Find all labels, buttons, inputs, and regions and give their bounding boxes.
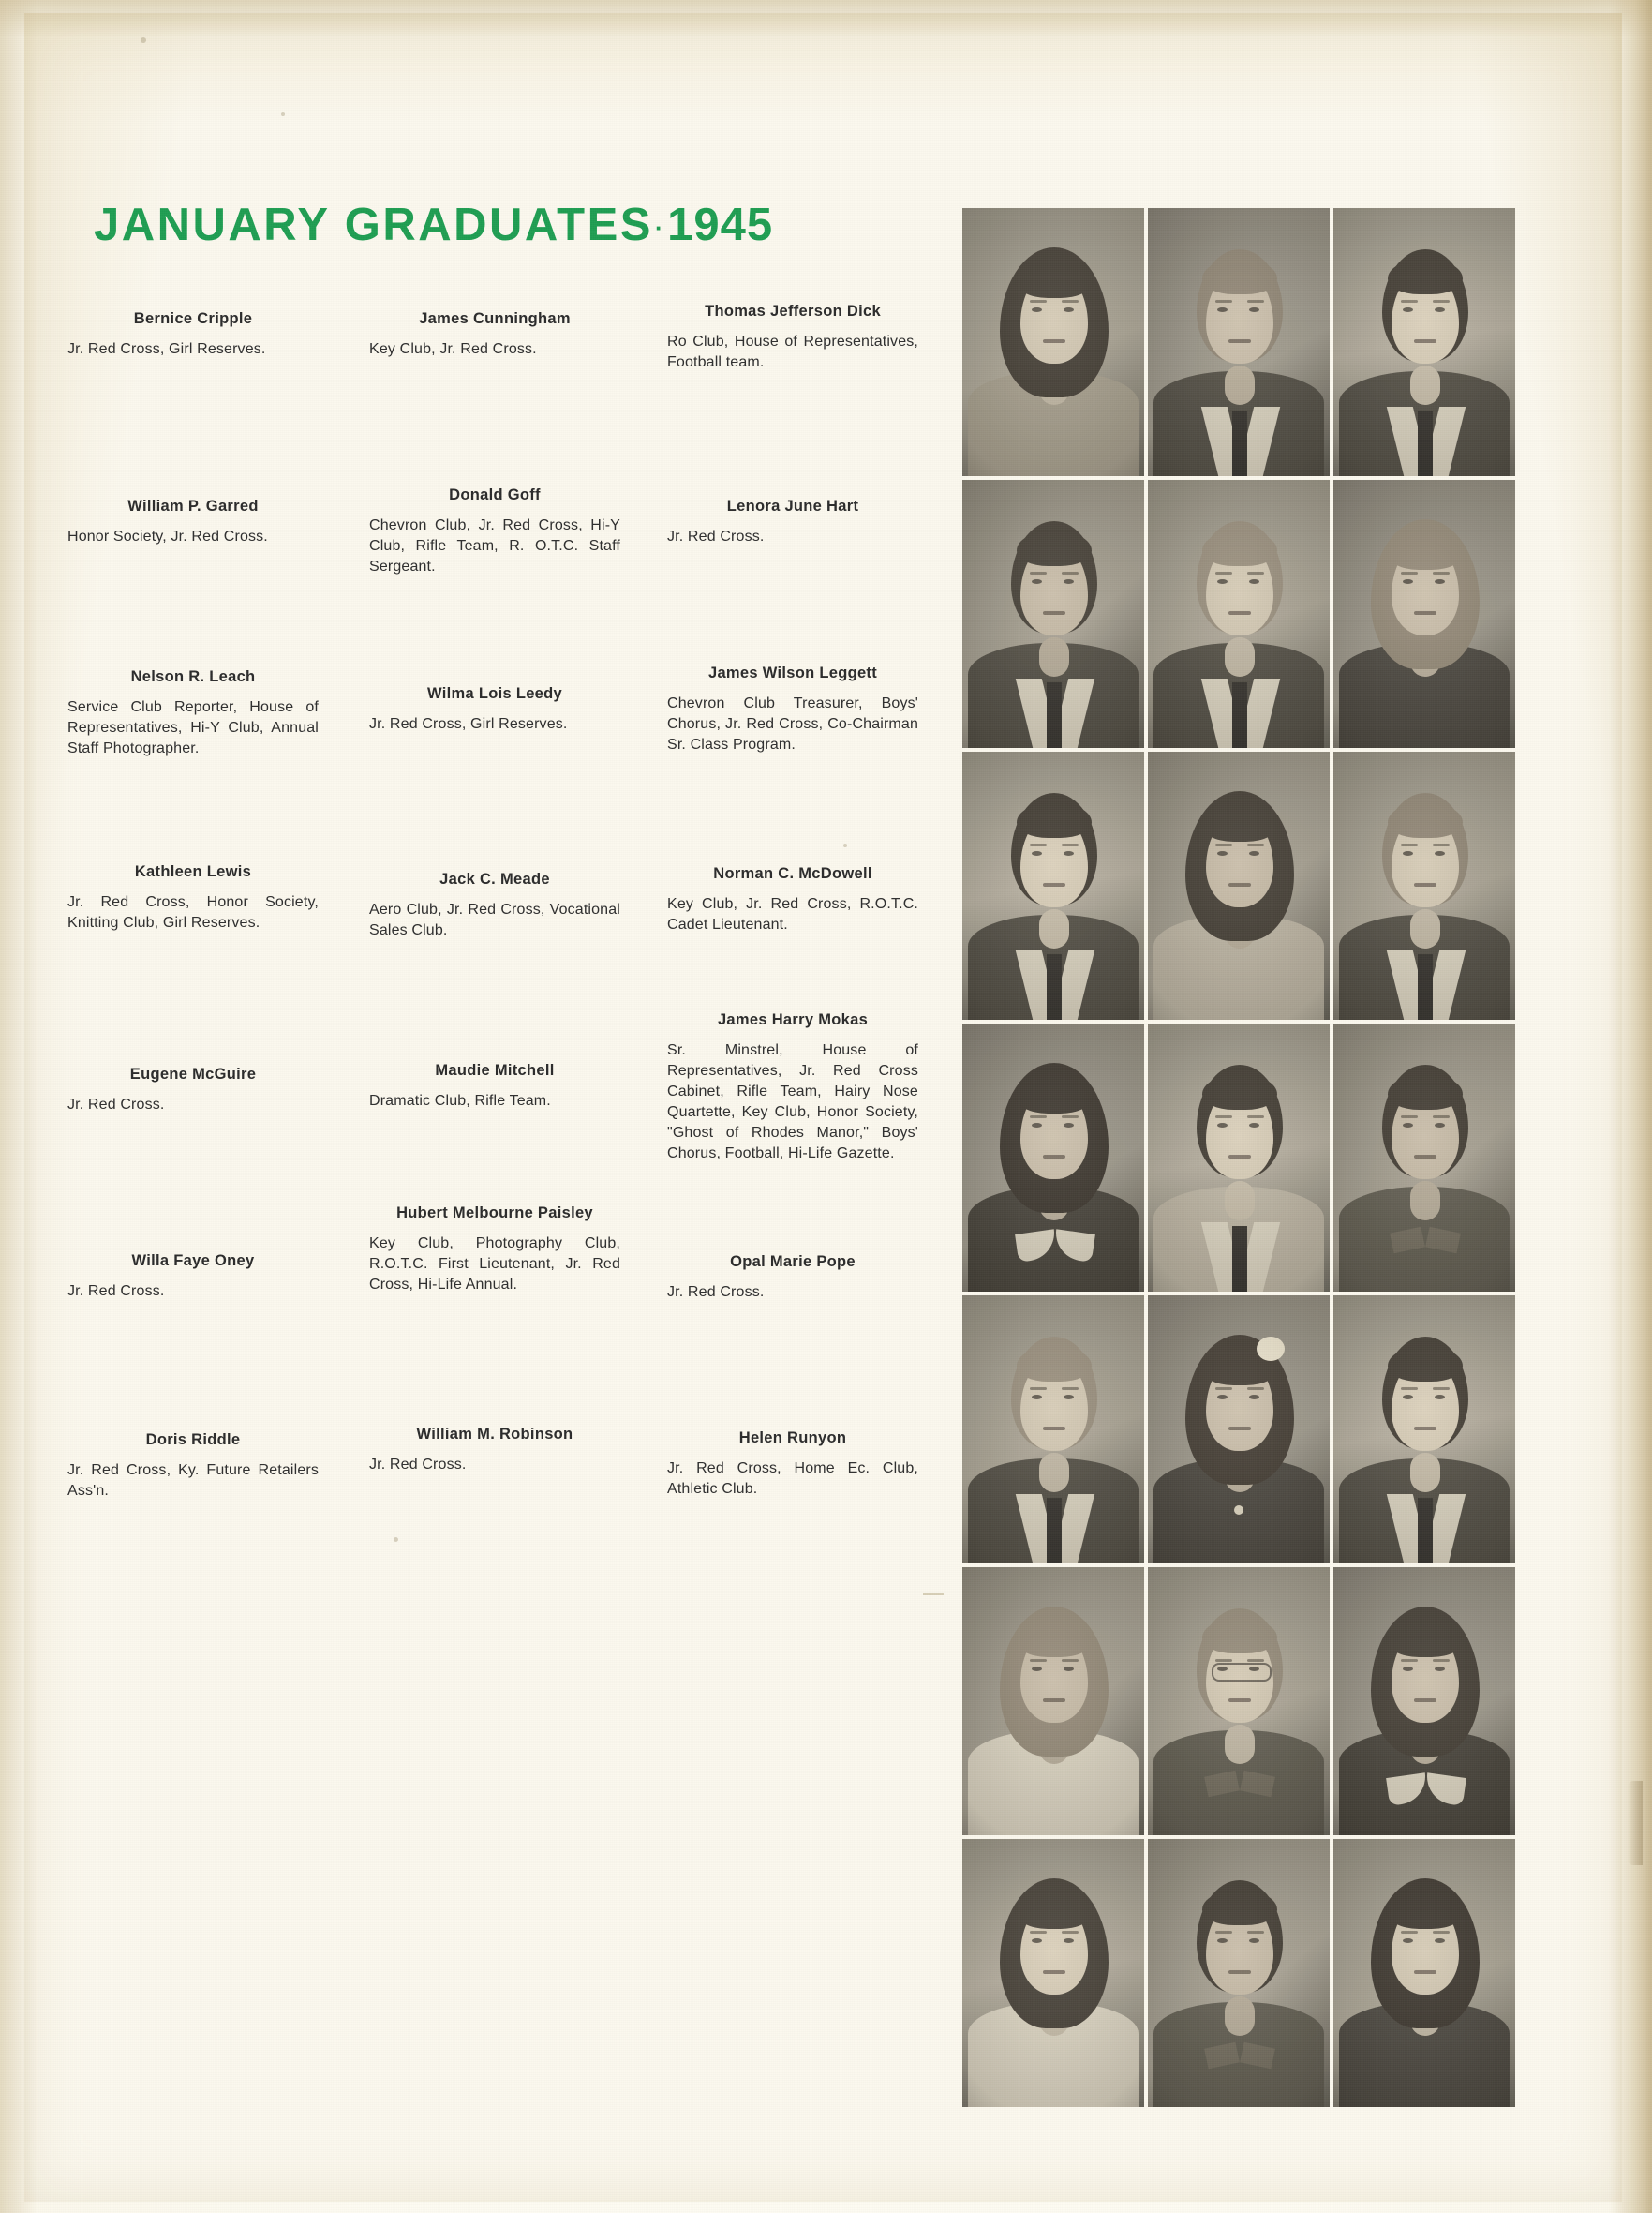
- portrait-photo: [962, 480, 1144, 748]
- portrait-photo-grid: [962, 208, 1515, 2107]
- graduate-name: Wilma Lois Leedy: [426, 685, 563, 702]
- portrait-vignette: [962, 1567, 1144, 1835]
- graduate-entry: [67, 497, 319, 547]
- portrait-vignette: [1333, 1567, 1515, 1835]
- portrait-photo: [1148, 1024, 1330, 1292]
- graduate-entry: [369, 309, 620, 360]
- graduate-name: Eugene McGuire: [129, 1066, 257, 1083]
- graduate-entry: [667, 302, 918, 373]
- portrait-vignette: [962, 1024, 1144, 1292]
- graduate-activities: Jr. Red Cross.: [67, 1096, 165, 1113]
- portrait-photo: [962, 1567, 1144, 1835]
- portrait-vignette: [962, 752, 1144, 1020]
- portrait-photo: [1333, 1295, 1515, 1563]
- graduate-activities: Dramatic Club, Rifle Team.: [369, 1092, 551, 1109]
- portrait-photo: [1148, 1295, 1330, 1563]
- graduate-activities: Jr. Red Cross.: [667, 1283, 765, 1300]
- portrait-vignette: [1148, 1839, 1330, 2107]
- graduate-activities: Ro Club, House of Representatives, Football team.: [667, 333, 918, 370]
- graduate-activities: Sr. Minstrel, House of Representatives, Jr. Red Cross Cabinet, Rifle Team, Hairy Nose Quartette, Key Club, Honor Society, "Ghost of Rhodes Manor," Boys' Chorus, Football, Hi-Life Gazette.: [667, 1041, 918, 1162]
- portrait-vignette: [1148, 752, 1330, 1020]
- graduate-activities: Jr. Red Cross, Ky. Future Retailers Ass'n.: [67, 1461, 319, 1499]
- graduate-entry: [67, 309, 319, 360]
- portrait-photo: [1333, 1567, 1515, 1835]
- graduate-name: Helen Runyon: [738, 1429, 847, 1446]
- graduate-activities: Chevron Club Treasurer, Boys' Chorus, Jr. Red Cross, Co-Chairman Sr. Class Program.: [667, 695, 918, 753]
- graduate-activities: Jr. Red Cross.: [369, 1456, 467, 1473]
- portrait-photo: [962, 1839, 1144, 2107]
- graduate-activities: Key Club, Jr. Red Cross, R.O.T.C. Cadet Lieutenant.: [667, 895, 918, 933]
- portrait-vignette: [1333, 1839, 1515, 2107]
- portrait-vignette: [1333, 480, 1515, 748]
- graduate-name: Jack C. Meade: [439, 871, 550, 888]
- graduate-entry: [667, 1252, 918, 1303]
- portrait-vignette: [962, 1295, 1144, 1563]
- portrait-vignette: [1333, 752, 1515, 1020]
- graduate-name: Thomas Jefferson Dick: [705, 303, 881, 320]
- graduate-name: James Wilson Leggett: [707, 665, 878, 681]
- graduate-name: Hubert Melbourne Paisley: [396, 1204, 593, 1221]
- graduate-name: Nelson R. Leach: [130, 668, 256, 685]
- title-separator-dot: ·: [654, 213, 666, 242]
- graduate-entry: [667, 864, 918, 935]
- page-title-year: 1945: [667, 200, 774, 250]
- graduate-name: Doris Riddle: [145, 1431, 241, 1448]
- graduate-entry: [369, 1061, 620, 1112]
- graduate-activities: Key Club, Photography Club, R.O.T.C. First Lieutenant, Jr. Red Cross, Hi-Life Annual.: [369, 1234, 620, 1293]
- graduate-entry: [369, 870, 620, 941]
- graduate-activities: Chevron Club, Jr. Red Cross, Hi-Y Club, Rifle Team, R. O.T.C. Staff Sergeant.: [369, 516, 620, 575]
- graduate-name: Donald Goff: [449, 486, 541, 503]
- portrait-photo: [1333, 1024, 1515, 1292]
- graduate-name: Kathleen Lewis: [134, 863, 252, 880]
- portrait-photo: [962, 1024, 1144, 1292]
- page-title-text: JANUARY GRADUATES: [94, 200, 653, 250]
- portrait-photo: [962, 208, 1144, 476]
- portrait-vignette: [1148, 1295, 1330, 1563]
- graduate-name: James Harry Mokas: [717, 1011, 869, 1028]
- graduate-entry: [67, 862, 319, 934]
- graduate-name: James Cunningham: [419, 310, 571, 327]
- graduate-activities: Service Club Reporter, House of Representatives, Hi-Y Club, Annual Staff Photographer.: [67, 698, 319, 756]
- graduate-activities: Jr. Red Cross, Girl Reserves.: [67, 340, 266, 357]
- portrait-photo: [1148, 1839, 1330, 2107]
- portrait-vignette: [1148, 480, 1330, 748]
- graduate-entry: [67, 1430, 319, 1502]
- portrait-photo: [1333, 208, 1515, 476]
- portrait-vignette: [962, 480, 1144, 748]
- graduate-activities: Aero Club, Jr. Red Cross, Vocational Sales Club.: [369, 901, 620, 938]
- graduate-name: Bernice Cripple: [133, 310, 253, 327]
- portrait-vignette: [1333, 208, 1515, 476]
- graduate-entry: [667, 1428, 918, 1500]
- portrait-vignette: [1333, 1024, 1515, 1292]
- portrait-photo: [962, 1295, 1144, 1563]
- graduate-activities: Honor Society, Jr. Red Cross.: [67, 528, 268, 545]
- graduate-name: William P. Garred: [127, 498, 259, 515]
- graduate-entry: [369, 486, 620, 577]
- graduate-activities: Jr. Red Cross, Home Ec. Club, Athletic Club.: [667, 1459, 918, 1497]
- graduate-name: Opal Marie Pope: [730, 1253, 856, 1270]
- graduate-entry: [369, 684, 620, 735]
- portrait-vignette: [1148, 1567, 1330, 1835]
- graduate-activities: Jr. Red Cross.: [67, 1282, 165, 1299]
- graduate-activities: Key Club, Jr. Red Cross.: [369, 340, 537, 357]
- portrait-vignette: [1148, 208, 1330, 476]
- portrait-photo: [1333, 480, 1515, 748]
- graduate-entry: [67, 667, 319, 759]
- graduate-entry: [67, 1065, 319, 1115]
- portrait-photo: [1333, 1839, 1515, 2107]
- portrait-vignette: [962, 208, 1144, 476]
- graduate-entry: [369, 1425, 620, 1475]
- portrait-photo: [1148, 480, 1330, 748]
- portrait-photo: [1333, 752, 1515, 1020]
- graduate-entries-list: [67, 303, 948, 2146]
- graduate-activities: Jr. Red Cross.: [667, 528, 765, 545]
- graduate-name: Maudie Mitchell: [435, 1062, 555, 1079]
- portrait-photo: [1148, 1567, 1330, 1835]
- graduate-activities: Jr. Red Cross, Honor Society, Knitting Club, Girl Reserves.: [67, 893, 319, 931]
- graduate-name: William M. Robinson: [416, 1426, 573, 1443]
- portrait-photo: [962, 752, 1144, 1020]
- graduate-entry: [667, 497, 918, 547]
- binder-mark: [1628, 1781, 1643, 1865]
- portrait-photo: [1148, 752, 1330, 1020]
- page-title: [94, 199, 773, 251]
- portrait-vignette: [1148, 1024, 1330, 1292]
- graduate-name: Norman C. McDowell: [713, 865, 872, 882]
- graduate-entry: [67, 1251, 319, 1302]
- graduate-entry: [667, 664, 918, 755]
- graduate-entry: [369, 1204, 620, 1295]
- graduate-activities: Jr. Red Cross, Girl Reserves.: [369, 715, 568, 732]
- graduate-entry: [667, 1010, 918, 1164]
- portrait-photo: [1148, 208, 1330, 476]
- graduate-name: Lenora June Hart: [726, 498, 859, 515]
- portrait-vignette: [962, 1839, 1144, 2107]
- graduate-name: Willa Faye Oney: [131, 1252, 255, 1269]
- portrait-vignette: [1333, 1295, 1515, 1563]
